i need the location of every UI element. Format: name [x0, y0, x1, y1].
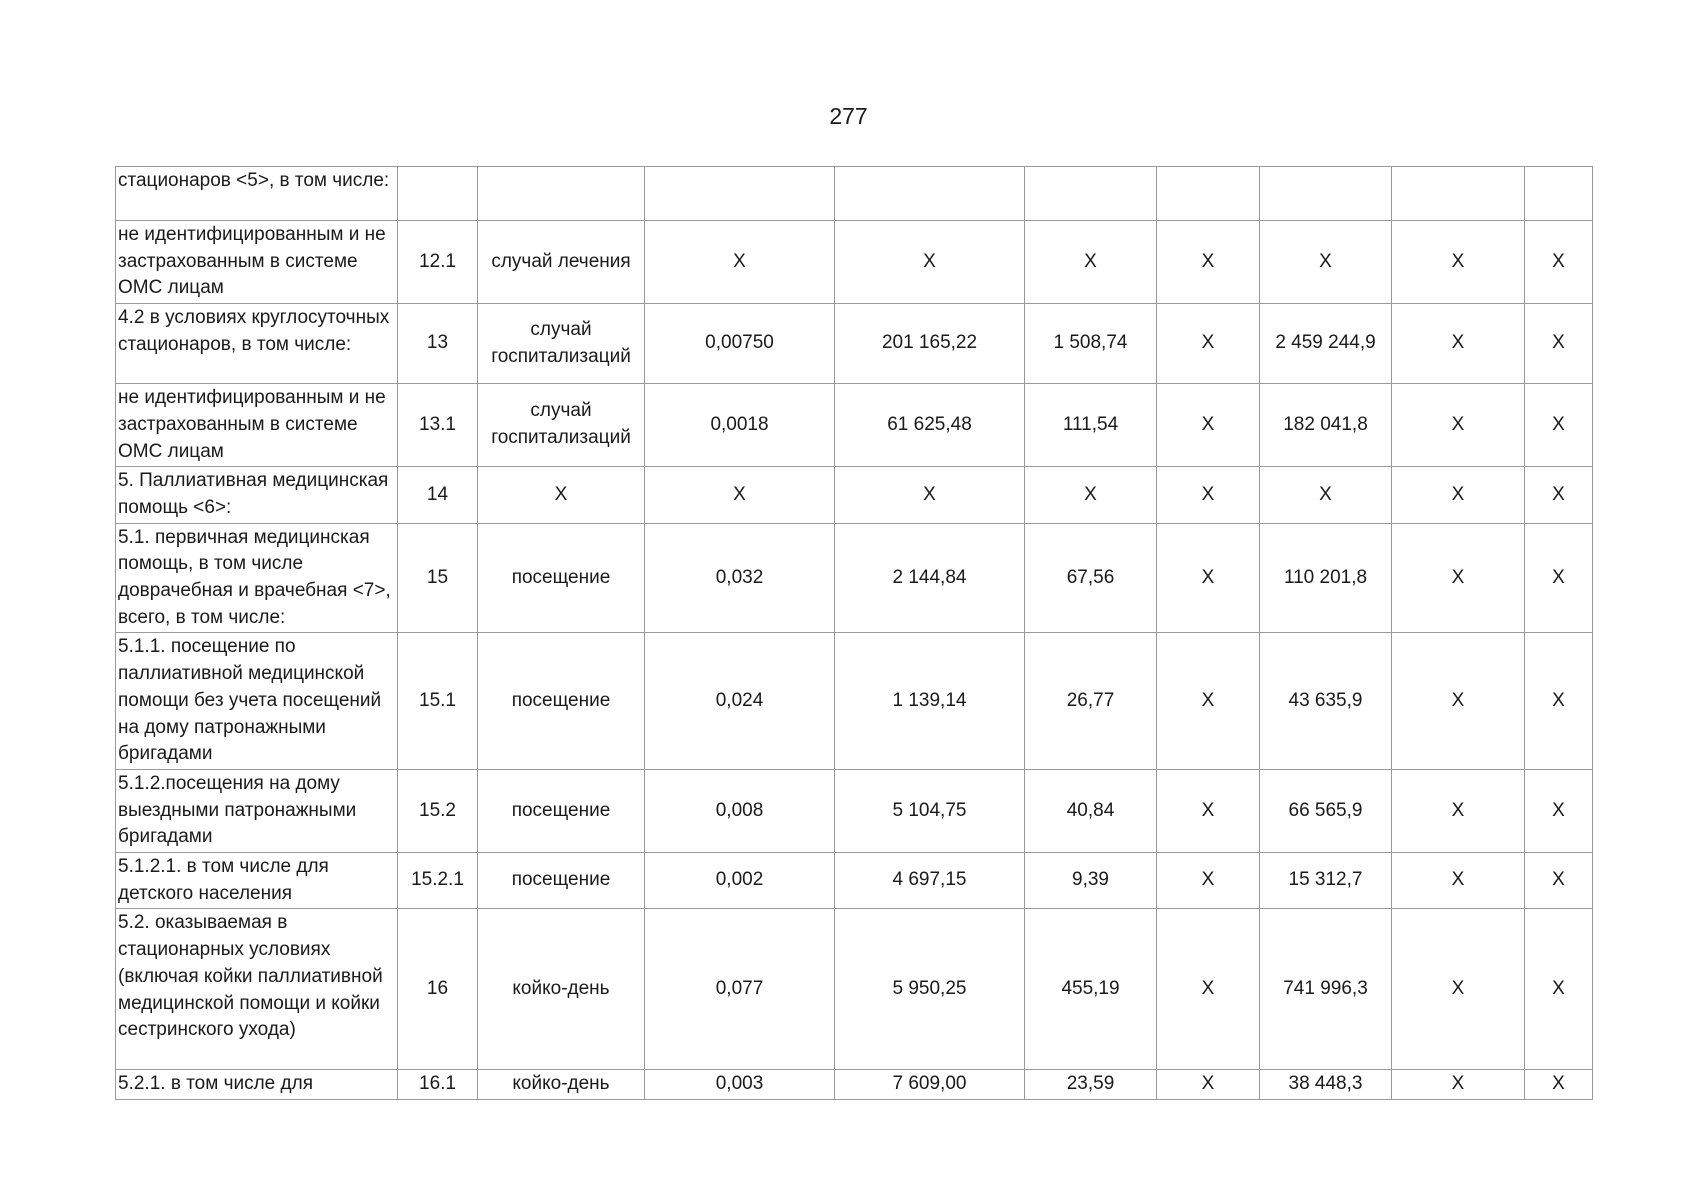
table-cell: X [1525, 769, 1593, 852]
table-row [116, 633, 1593, 770]
table-row [116, 909, 1593, 1070]
table-cell: 40,84 [1025, 769, 1157, 852]
table-cell [645, 167, 835, 221]
table-cell: X [1157, 221, 1260, 304]
table-cell: 16.1 [398, 1070, 478, 1100]
table-cell: посещение [478, 769, 645, 852]
table-cell: 23,59 [1025, 1070, 1157, 1100]
row-name-cell: 4.2 в условиях круглосуточных стационаров, в том числе: [116, 304, 398, 384]
table-cell: X [835, 467, 1025, 523]
table-cell: 741 996,3 [1260, 909, 1392, 1070]
table-cell: X [1525, 633, 1593, 770]
table-row [116, 384, 1593, 467]
data-table [115, 166, 1593, 1100]
table-cell: X [1157, 853, 1260, 909]
table-cell: X [1025, 221, 1157, 304]
table-cell: X [1392, 769, 1525, 852]
table-row [116, 853, 1593, 909]
table-cell: X [1392, 384, 1525, 467]
table-cell [1392, 167, 1525, 221]
table-cell: 0,002 [645, 853, 835, 909]
table-cell: 0,003 [645, 1070, 835, 1100]
row-name-cell: не идентифицированным и не застрахованным в системе ОМС лицам [116, 384, 398, 467]
table-cell: 66 565,9 [1260, 769, 1392, 852]
table-cell: X [835, 221, 1025, 304]
table-cell: X [1392, 1070, 1525, 1100]
row-name-cell: 5.1. первичная медицинская помощь, в том числе доврачебная и врачебная <7>, всего, в том числе: [116, 523, 398, 633]
table-cell: 1 508,74 [1025, 304, 1157, 384]
row-name-cell: 5.2.1. в том числе для [116, 1070, 398, 1100]
table-cell: 0,077 [645, 909, 835, 1070]
table-cell: X [1525, 1070, 1593, 1100]
table-cell: X [1525, 467, 1593, 523]
table-cell: X [1392, 909, 1525, 1070]
table-cell: случай госпитализаций [478, 304, 645, 384]
table-cell: X [645, 467, 835, 523]
table-cell: посещение [478, 523, 645, 633]
table-cell: 201 165,22 [835, 304, 1025, 384]
table-cell: 455,19 [1025, 909, 1157, 1070]
row-name-cell: 5.1.2.посещения на дому выездными патронажными бригадами [116, 769, 398, 852]
table-cell [1260, 167, 1392, 221]
table-cell: 43 635,9 [1260, 633, 1392, 770]
table-cell: X [1392, 633, 1525, 770]
table-row [116, 769, 1593, 852]
table-cell: X [1525, 384, 1593, 467]
table-cell: X [645, 221, 835, 304]
table-cell: случай госпитализаций [478, 384, 645, 467]
row-name-cell: 5. Паллиативная медицинская помощь <6>: [116, 467, 398, 523]
table-cell: 2 459 244,9 [1260, 304, 1392, 384]
table-cell: 14 [398, 467, 478, 523]
table-cell: 4 697,15 [835, 853, 1025, 909]
table-row [116, 467, 1593, 523]
table-row [116, 304, 1593, 384]
table-cell: 0,008 [645, 769, 835, 852]
page-number: 277 [829, 103, 868, 129]
table-cell: 0,00750 [645, 304, 835, 384]
table-cell: 182 041,8 [1260, 384, 1392, 467]
table-cell: X [1525, 221, 1593, 304]
table-cell: X [1025, 467, 1157, 523]
table-cell: 9,39 [1025, 853, 1157, 909]
table-cell: X [1260, 467, 1392, 523]
table-cell: X [1157, 384, 1260, 467]
table-cell: X [1157, 633, 1260, 770]
table-row [116, 523, 1593, 633]
table-cell: 13 [398, 304, 478, 384]
table-cell [1525, 167, 1593, 221]
table-row [116, 221, 1593, 304]
table-cell: 111,54 [1025, 384, 1157, 467]
table-cell: 15 [398, 523, 478, 633]
table-cell: X [1157, 769, 1260, 852]
table-cell: 0,032 [645, 523, 835, 633]
table-cell: X [1260, 221, 1392, 304]
table-cell: 15.1 [398, 633, 478, 770]
table-cell: X [1392, 523, 1525, 633]
table-cell: X [478, 467, 645, 523]
table-row [116, 1070, 1593, 1100]
table-cell: 15 312,7 [1260, 853, 1392, 909]
table-cell: 7 609,00 [835, 1070, 1025, 1100]
table-cell: X [1157, 304, 1260, 384]
table-cell: случай лечения [478, 221, 645, 304]
table-cell: посещение [478, 633, 645, 770]
table-cell: X [1525, 853, 1593, 909]
table-cell: 5 104,75 [835, 769, 1025, 852]
table-cell: X [1525, 909, 1593, 1070]
table-cell: 13.1 [398, 384, 478, 467]
table-cell [478, 167, 645, 221]
row-name-cell: 5.1.1. посещение по паллиативной медицинской помощи без учета посещений на дому патронажными бригадами [116, 633, 398, 770]
table-cell [835, 167, 1025, 221]
table-cell: койко-день [478, 909, 645, 1070]
table-cell: X [1392, 853, 1525, 909]
row-name-cell: 5.1.2.1. в том числе для детского населения [116, 853, 398, 909]
table-cell: X [1525, 304, 1593, 384]
table-cell [1025, 167, 1157, 221]
table-cell [398, 167, 478, 221]
table-cell: X [1392, 221, 1525, 304]
table-cell: 38 448,3 [1260, 1070, 1392, 1100]
table-cell: 12.1 [398, 221, 478, 304]
table-cell: X [1392, 304, 1525, 384]
row-name-cell: стационаров <5>, в том числе: [116, 167, 398, 221]
table-cell: 61 625,48 [835, 384, 1025, 467]
table-cell: X [1392, 467, 1525, 523]
table-cell: 110 201,8 [1260, 523, 1392, 633]
table-cell: 15.2.1 [398, 853, 478, 909]
row-name-cell: не идентифицированным и не застрахованным в системе ОМС лицам [116, 221, 398, 304]
table-cell: X [1157, 523, 1260, 633]
table-cell: 2 144,84 [835, 523, 1025, 633]
table-cell: 15.2 [398, 769, 478, 852]
table-cell: 5 950,25 [835, 909, 1025, 1070]
table-cell: посещение [478, 853, 645, 909]
table-cell: 0,0018 [645, 384, 835, 467]
table-row [116, 167, 1593, 221]
table-cell: X [1157, 467, 1260, 523]
table-cell: 26,77 [1025, 633, 1157, 770]
table-cell: X [1525, 523, 1593, 633]
table-cell [1157, 167, 1260, 221]
table-cell: койко-день [478, 1070, 645, 1100]
row-name-cell: 5.2. оказываемая в стационарных условиях (включая койки паллиативной медицинской помощи и койки сестринского ухода) [116, 909, 398, 1070]
table-cell: 0,024 [645, 633, 835, 770]
table-cell: 16 [398, 909, 478, 1070]
table-cell: X [1157, 909, 1260, 1070]
table-cell: 67,56 [1025, 523, 1157, 633]
table-cell: X [1157, 1070, 1260, 1100]
table-cell: 1 139,14 [835, 633, 1025, 770]
